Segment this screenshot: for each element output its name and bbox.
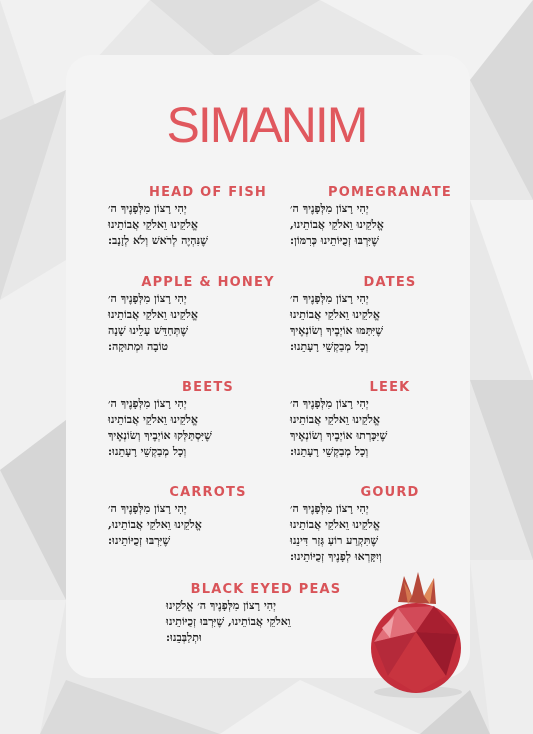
item-name: CARROTS xyxy=(169,485,247,500)
simanim-item xyxy=(108,185,308,249)
item-name: APPLE & HONEY xyxy=(141,275,275,290)
simanim-item xyxy=(108,380,308,460)
item-blessing: יְהִי רָצוֹן מִלְּפָנֶיךָ ה׳ אֱלֹקֵינוּ וֵאלֹקֵי אֲבוֹתֵינוּ שֶׁיִּסְתַּלְּקוּ אוֹיְבֶיךָ וְשׂוֹנְאֶיךָ וְכָל מְבַקְשֵׁי רָעָתֵנוּ: xyxy=(108,397,212,458)
item-blessing: יְהִי רָצוֹן מִלְּפָנֶיךָ ה׳ אֱלֹקֵינוּ וֵאלֹקֵי אֲבוֹתֵינוּ שֶׁתִּקְרַע רוֹעַ גְּזַר דִּינֵנוּ וְיִקָּרְאוּ לְפָנֶיךָ זְכֻיּוֹתֵינוּ: xyxy=(290,502,382,563)
item-name: LEEK xyxy=(369,380,411,395)
simanim-item xyxy=(166,582,366,646)
item-name: HEAD OF FISH xyxy=(149,185,267,200)
simanim-item xyxy=(108,485,308,549)
simanim-item xyxy=(108,275,308,355)
simanim-item xyxy=(290,275,490,355)
item-blessing: יְהִי רָצוֹן מִלְּפָנֶיךָ ה׳ אֱלֹקֵינוּ וֵאלֹקֵי אֲבוֹתֵינוּ, שֶׁיִּרְבּוּ זְכֻיּוֹתֵינוּ וּתְלַבְּבֵנוּ: xyxy=(166,599,291,644)
simanim-item xyxy=(290,380,490,460)
item-name: POMEGRANATE xyxy=(327,185,453,200)
simanim-item xyxy=(290,185,490,249)
page-title: SIMANIM xyxy=(166,97,367,153)
item-blessing: יְהִי רָצוֹן מִלְּפָנֶיךָ ה׳ אֱלֹקֵינוּ וֵאלֹקֵי אֲבוֹתֵינוּ, שֶׁיִּרְבּוּ זְכֻיּוֹתֵינוּ כְּרִמּוֹן: xyxy=(290,202,384,247)
item-blessing: יְהִי רָצוֹן מִלְּפָנֶיךָ ה׳ אֱלֹקֵינוּ וֵאלֹקֵי אֲבוֹתֵינוּ שֶׁיִּתַּמּוּ אוֹיְבֶיךָ וְשׂוֹנְאֶיךָ וְכָל מְבַקְשֵׁי רָעָתֵנוּ: xyxy=(290,292,384,353)
item-blessing: יְהִי רָצוֹן מִלְּפָנֶיךָ ה׳ אֱלֹקֵינוּ וֵאלֹקֵי אֲבוֹתֵינוּ שֶׁתְּחַדֵּשׁ עָלֵינוּ שָׁנָה טוֹבָה וּמְתוּקָה: xyxy=(108,292,198,353)
item-name: DATES xyxy=(363,275,417,290)
item-name: GOURD xyxy=(360,485,420,500)
pomegranate-icon xyxy=(358,572,472,700)
item-name: BEETS xyxy=(182,380,234,395)
item-blessing: יְהִי רָצוֹן מִלְּפָנֶיךָ ה׳ אֱלֹקֵינוּ וֵאלֹקֵי אֲבוֹתֵינוּ שֶׁנִּהְיֶה לְרֹאשׁ וְלֹא לְזָנָב: xyxy=(108,202,208,247)
simanim-item xyxy=(290,485,490,565)
item-blessing: יְהִי רָצוֹן מִלְּפָנֶיךָ ה׳ אֱלֹקֵינוּ וֵאלֹקֵי אֲבוֹתֵינוּ, שֶׁיִּרְבּוּ זְכֻיּוֹתֵינוּ: xyxy=(108,502,202,547)
item-name: BLACK EYED PEAS xyxy=(190,582,342,597)
item-blessing: יְהִי רָצוֹן מִלְּפָנֶיךָ ה׳ אֱלֹקֵינוּ וֵאלֹקֵי אֲבוֹתֵינוּ שֶׁיִּכָּרְתוּ אוֹיְבֶיךָ וְשׂוֹנְאֶיךָ וְכָל מְבַקְשֵׁי רָעָתֵנוּ: xyxy=(290,397,388,458)
